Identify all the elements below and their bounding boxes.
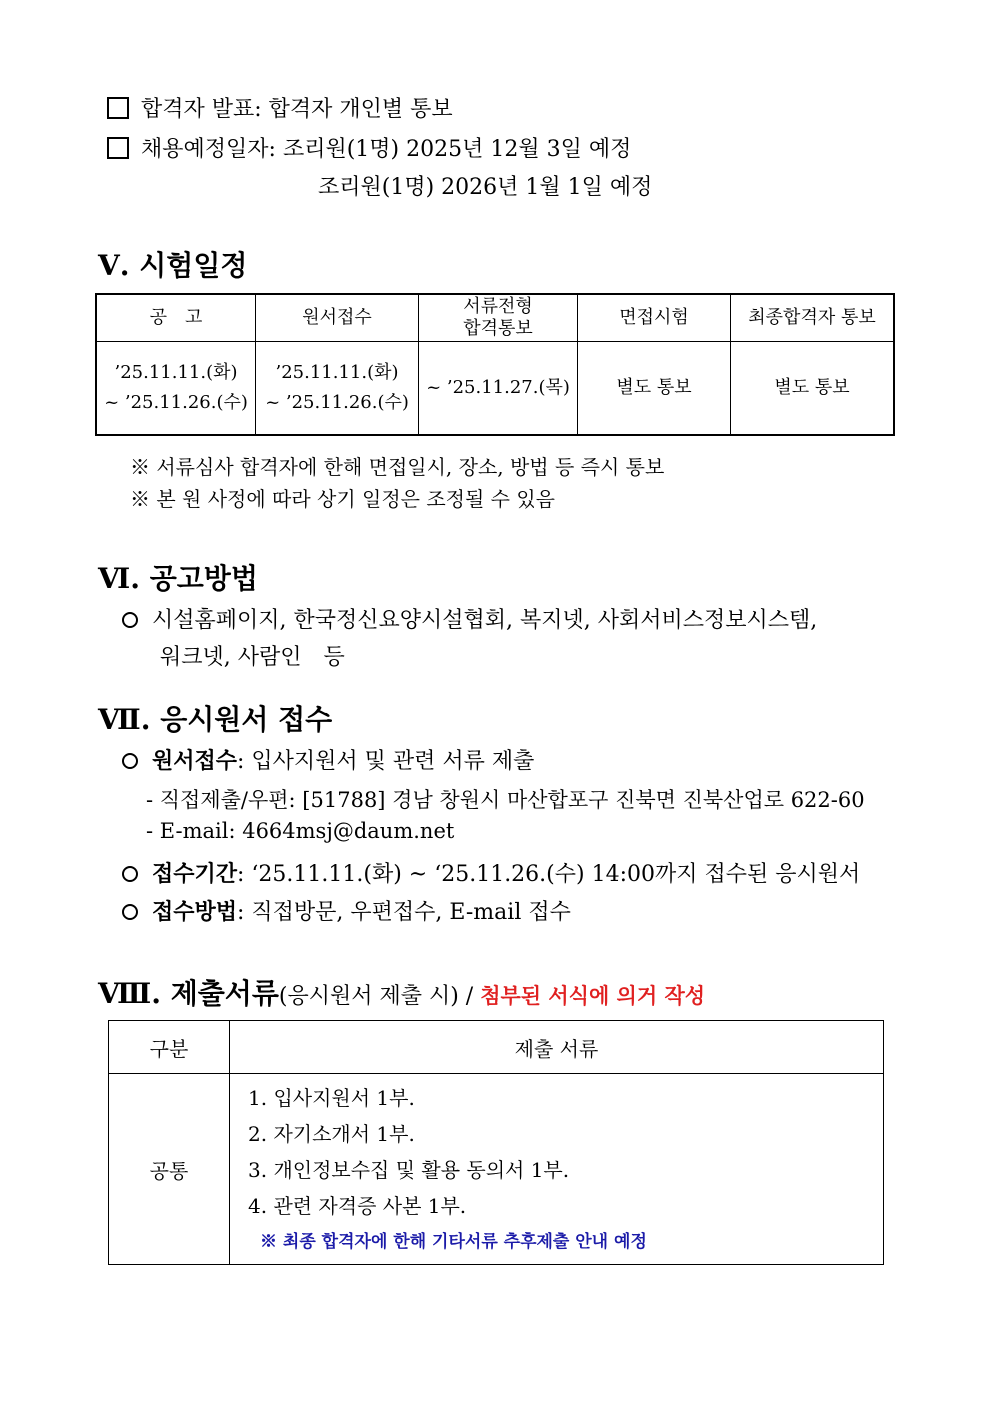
- schedule-cell-notice-line2: ~ ’25.11.26.(수): [104, 392, 248, 413]
- section7-item-apply: [122, 744, 534, 775]
- section7-item2-value: : ‘25.11.11.(화) ~ ‘25.11.26.(수) 14:00까지 접수된 응시원서: [237, 862, 861, 887]
- section8-title-normal: (응시원서 제출 시) /: [278, 984, 474, 1009]
- documents-item-1: 1. 입사지원서 1부.: [248, 1086, 415, 1110]
- section7-item-method: [122, 895, 571, 926]
- bullet-circle-icon: [122, 753, 138, 769]
- schedule-cell-apply-line1: ’25.11.11.(화): [275, 362, 399, 383]
- section6-line1: [122, 603, 817, 634]
- schedule-header-doc: [419, 294, 578, 342]
- schedule-header-final: 최종합격자 통보: [731, 294, 895, 342]
- schedule-header-apply: 원서접수: [256, 294, 419, 342]
- schedule-cell-final: 별도 통보: [731, 342, 895, 436]
- announce-item2-label: 채용예정일자:: [141, 137, 276, 162]
- schedule-cell-interview: 별도 통보: [578, 342, 731, 436]
- schedule-header-notice: 공 고: [96, 294, 256, 342]
- bullet-circle-icon: [122, 866, 138, 882]
- documents-item-2: 2. 자기소개서 1부.: [248, 1122, 415, 1146]
- announce-item1-value: 합격자 개인별 통보: [268, 97, 453, 122]
- checkbox-square-icon: [107, 97, 129, 119]
- section6-line1-text: 시설홈페이지, 한국정신요양시설협회, 복지넷, 사회서비스정보시스템,: [152, 608, 818, 633]
- schedule-header-doc-line1: 서류전형: [463, 296, 533, 317]
- announce-item-result: [107, 92, 453, 123]
- section7-item2-label: 접수기간: [152, 861, 238, 887]
- section7-item3-label: 접수방법: [152, 899, 238, 925]
- checkbox-square-icon: [107, 137, 129, 159]
- announce-item1-label: 합격자 발표:: [141, 97, 262, 122]
- documents-header-docs: 제출 서류: [230, 1021, 884, 1074]
- announce-item2-line1: 조리원(1명) 2025년 12월 3일 예정: [282, 137, 632, 162]
- documents-category-common: 공통: [109, 1074, 230, 1265]
- schedule-note-1: ※ 서류심사 합격자에 한해 면접일시, 장소, 방법 등 즉시 통보: [130, 455, 665, 479]
- schedule-cell-notice-line1: ’25.11.11.(화): [114, 362, 238, 383]
- section7-item1-label: 원서접수: [152, 748, 238, 774]
- schedule-note-2: ※ 본 원 사정에 따라 상기 일정은 조정될 수 있음: [130, 487, 555, 511]
- section7-item1-value: : 입사지원서 및 관련 서류 제출: [237, 749, 535, 774]
- section8-title-red: 첨부된 서식에 의거 작성: [480, 983, 706, 1008]
- section6-line2: 워크넷, 사람인 등: [160, 645, 345, 670]
- schedule-cell-apply: [256, 342, 419, 436]
- documents-list: [230, 1074, 884, 1265]
- schedule-cell-doc: ~ ’25.11.27.(목): [419, 342, 578, 436]
- documents-item-3: 3. 개인정보수집 및 활용 동의서 1부.: [248, 1158, 570, 1182]
- documents-note: ※ 최종 합격자에 한해 기타서류 추후제출 안내 예정: [260, 1232, 647, 1252]
- documents-table: [108, 1020, 884, 1265]
- section7-item3-value: : 직접방문, 우편접수, E-mail 접수: [237, 900, 571, 925]
- section7-sub-address: - 직접제출/우편: [51788] 경남 창원시 마산합포구 진북면 진북산업로 622-60: [146, 788, 865, 812]
- section7-item-period: [122, 857, 860, 888]
- schedule-header-doc-line2: 합격통보: [463, 318, 533, 339]
- section5-title: Ⅴ. 시험일정: [98, 249, 248, 282]
- bullet-circle-icon: [122, 904, 138, 920]
- schedule-cell-notice: [96, 342, 256, 436]
- schedule-table: [95, 293, 895, 436]
- announce-item2-line2: 조리원(1명) 2026년 1월 1일 예정: [318, 175, 653, 200]
- schedule-cell-apply-line2: ~ ’25.11.26.(수): [265, 392, 409, 413]
- section6-title: Ⅵ. 공고방법: [98, 562, 258, 595]
- schedule-header-interview: 면접시험: [578, 294, 731, 342]
- section8-title-bold: Ⅷ. 제출서류: [98, 977, 279, 1010]
- documents-item-4: 4. 관련 자격증 사본 1부.: [248, 1194, 467, 1218]
- bullet-circle-icon: [122, 612, 138, 628]
- section8-title: [98, 972, 705, 1012]
- section7-title: Ⅶ. 응시원서 접수: [98, 703, 333, 736]
- section7-sub-email: - E-mail: 4664msj@daum.net: [146, 819, 455, 843]
- documents-header-category: 구분: [109, 1021, 230, 1074]
- announce-item-hire-date: [107, 132, 631, 163]
